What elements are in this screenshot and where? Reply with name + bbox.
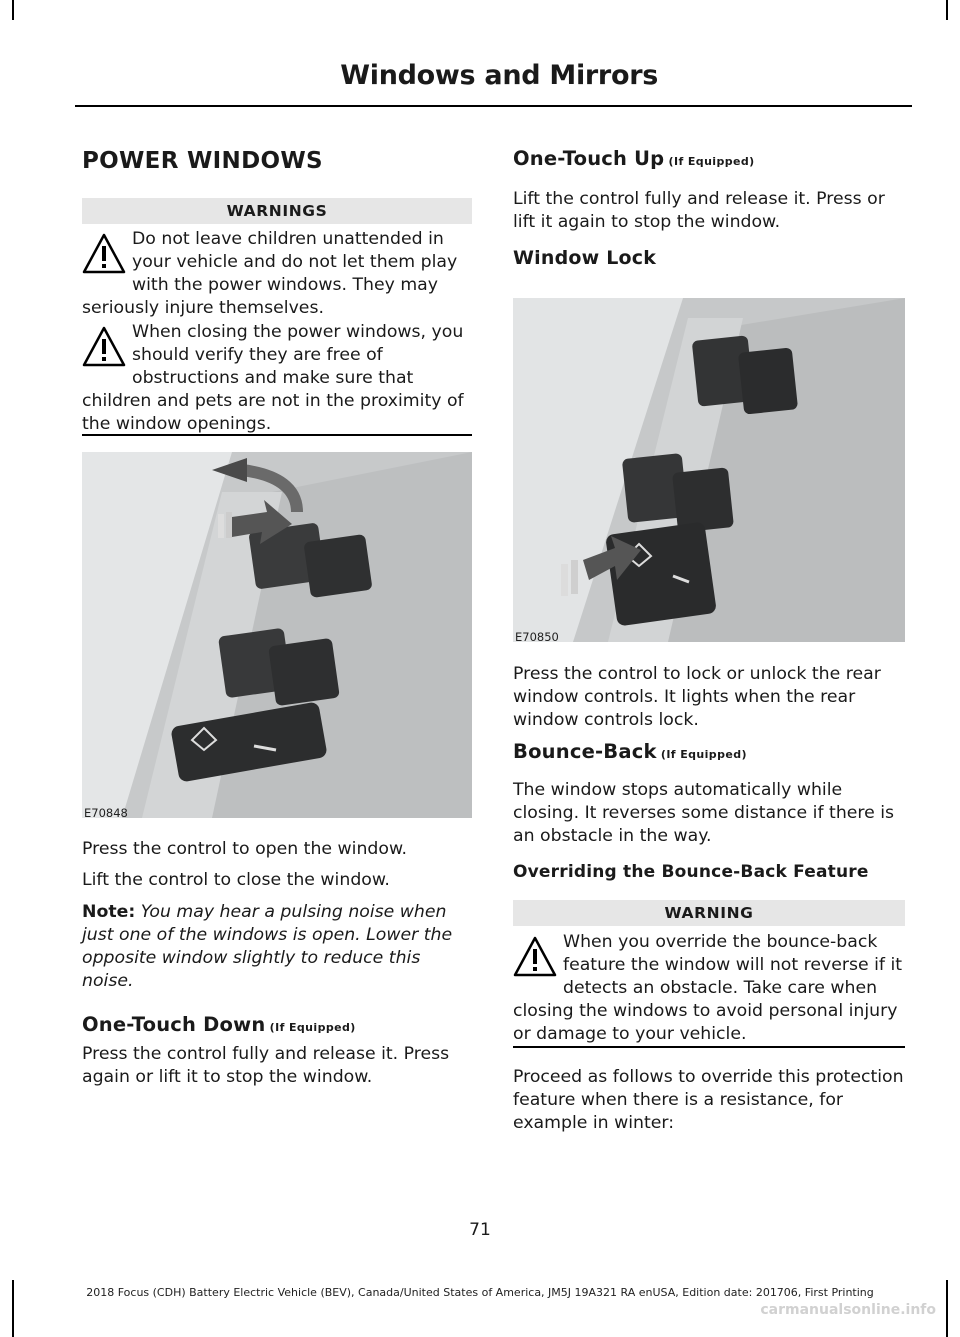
crop-mark-top-right: [946, 0, 948, 20]
heading-bounce-back: [513, 740, 747, 763]
header-divider: [75, 105, 912, 107]
paragraph-bounce-back: The window stops automatically while closing. It reverses some distance if there is an obstacle in the way.: [513, 780, 895, 846]
warning-override-text: When you override the bounce-back feature the window will not reverse if it detects an obstacle. Take care when closing the windows to avoid personal injury or damage to your vehicle.: [513, 932, 903, 1044]
warnings-label: WARNINGS: [82, 198, 472, 224]
paragraph-close-window: Lift the control to close the window.: [82, 870, 390, 890]
paragraph-window-lock: Press the control to lock or unlock the rear window controls. It lights when the rear window controls lock.: [513, 664, 881, 730]
warning-2: [82, 321, 474, 436]
if-equipped-tag: (If Equipped): [664, 155, 755, 168]
warning-override: [513, 931, 907, 1046]
heading-override-bounce-back: Overriding the Bounce-Back Feature: [513, 862, 869, 882]
heading-one-touch-down-title: One-Touch Down: [82, 1013, 266, 1036]
page-section-title: Windows and Mirrors: [340, 60, 658, 91]
heading-one-touch-up: [513, 147, 755, 170]
warning-1: [82, 228, 474, 320]
window-lock-illustration: [513, 298, 905, 642]
page-heading: POWER WINDOWS: [82, 148, 323, 174]
warning-label: WARNING: [513, 900, 905, 926]
footer-edition-info: 2018 Focus (CDH) Battery Electric Vehicle (BEV), Canada/United States of America, JM5J 19A321 RA enUSA, Edition date: 201706, First Printing: [86, 1286, 874, 1299]
warnings-end-rule: [82, 434, 472, 436]
paragraph-open-window: Press the control to open the window.: [82, 839, 408, 859]
paragraph-proceed-override: Proceed as follows to override this protection feature when there is a resistance, for example in winter:: [513, 1067, 904, 1133]
watermark: carmanualsonline.info: [760, 1302, 936, 1318]
paragraph-one-touch-up: Lift the control fully and release it. Press or lift it again to stop the window.: [513, 189, 885, 232]
heading-one-touch-down: [82, 1013, 356, 1036]
note-text: You may hear a pulsing noise when just one of the windows is open. Lower the opposite window slightly to reduce this noise.: [82, 902, 453, 991]
window-switch-illustration: [82, 452, 472, 818]
figure-id-label: E70848: [84, 806, 128, 820]
warning-triangle-icon: [513, 935, 557, 979]
page-number: 71: [469, 1220, 491, 1240]
heading-window-lock: Window Lock: [513, 247, 657, 269]
if-equipped-tag: (If Equipped): [265, 1021, 356, 1034]
warning-end-rule: [513, 1046, 905, 1048]
warning-1-text: Do not leave children unattended in your vehicle and do not let them play with the power windows. They may seriously injure themselves.: [82, 229, 458, 318]
warning-triangle-icon: [82, 232, 126, 276]
heading-one-touch-up-title: One-Touch Up: [513, 147, 665, 170]
figure-window-switch-open-close: [82, 452, 472, 818]
crop-mark-top-left: [12, 0, 14, 20]
warning-2-text: When closing the power windows, you should verify they are free of obstructions and make sure that children and pets are not in the proximity of the window openings.: [82, 322, 464, 434]
if-equipped-tag: (If Equipped): [656, 748, 747, 761]
note-label: Note:: [82, 902, 136, 922]
paragraph-one-touch-down: Press the control fully and release it. Press again or lift it to stop the window.: [82, 1044, 450, 1087]
warning-triangle-icon: [82, 325, 126, 369]
figure-window-lock-switch: [513, 298, 905, 642]
heading-bounce-back-title: Bounce-Back: [513, 740, 657, 763]
note-pulsing-noise: [82, 901, 474, 993]
figure-id-label: E70850: [515, 630, 559, 644]
